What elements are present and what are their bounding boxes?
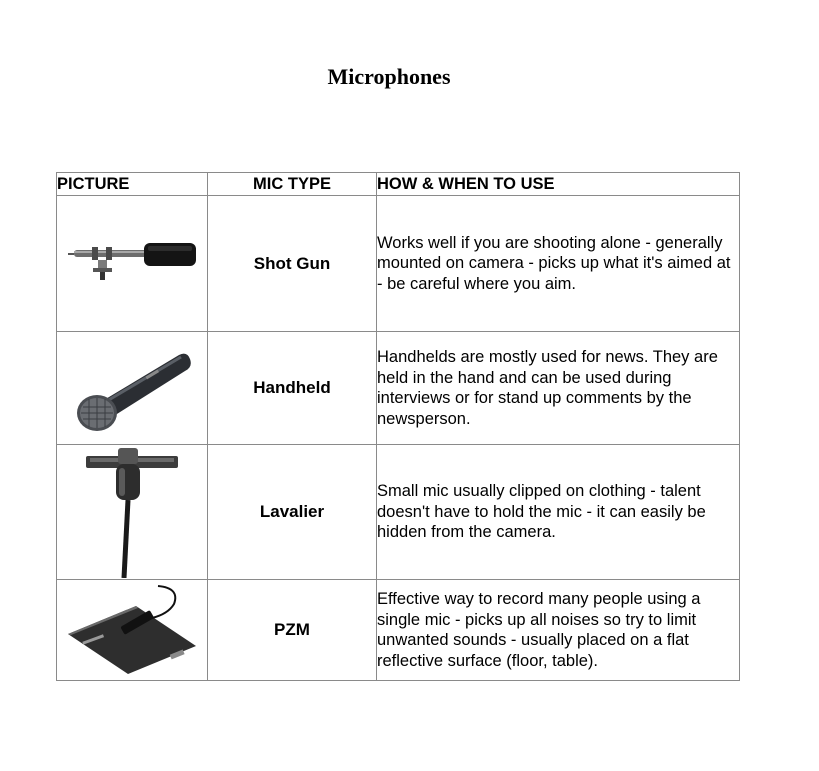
table-row xyxy=(57,580,740,681)
table-header-row xyxy=(57,173,740,196)
table-row xyxy=(57,332,740,445)
shotgun-mic-icon xyxy=(62,234,202,294)
handheld-mic-icon xyxy=(67,341,197,436)
description-cell: Effective way to record many people using a single mic - picks up all noises so try to limit unwanted sounds - usually placed on a flat reflective surface (floor, table). xyxy=(377,580,740,681)
header-picture: PICTURE xyxy=(57,173,208,196)
pzm-mic-icon xyxy=(62,584,202,676)
picture-cell xyxy=(57,580,208,681)
header-how-when: HOW & WHEN TO USE xyxy=(377,173,740,196)
table-row xyxy=(57,445,740,580)
picture-cell xyxy=(57,196,208,332)
description-cell: Works well if you are shooting alone - generally mounted on camera - picks up what it's aimed at - be careful where you aim. xyxy=(377,196,740,332)
page-title: Microphones xyxy=(327,64,451,89)
mic-type-cell: Lavalier xyxy=(208,445,377,580)
mic-type-cell: Handheld xyxy=(208,332,377,445)
header-mic-type: MIC TYPE xyxy=(208,173,377,196)
mic-type-cell: PZM xyxy=(208,580,377,681)
mic-type-cell: Shot Gun xyxy=(208,196,377,332)
microphones-table xyxy=(56,172,740,681)
description-cell: Handhelds are mostly used for news. They are held in the hand and can be used during interviews or for stand up comments by the newsperson. xyxy=(377,332,740,445)
description-cell: Small mic usually clipped on clothing - talent doesn't have to hold the mic - it can easily be hidden from the camera. xyxy=(377,445,740,580)
picture-cell xyxy=(57,332,208,445)
table-row xyxy=(57,196,740,332)
lavalier-mic-icon xyxy=(82,446,182,578)
picture-cell xyxy=(57,445,208,580)
